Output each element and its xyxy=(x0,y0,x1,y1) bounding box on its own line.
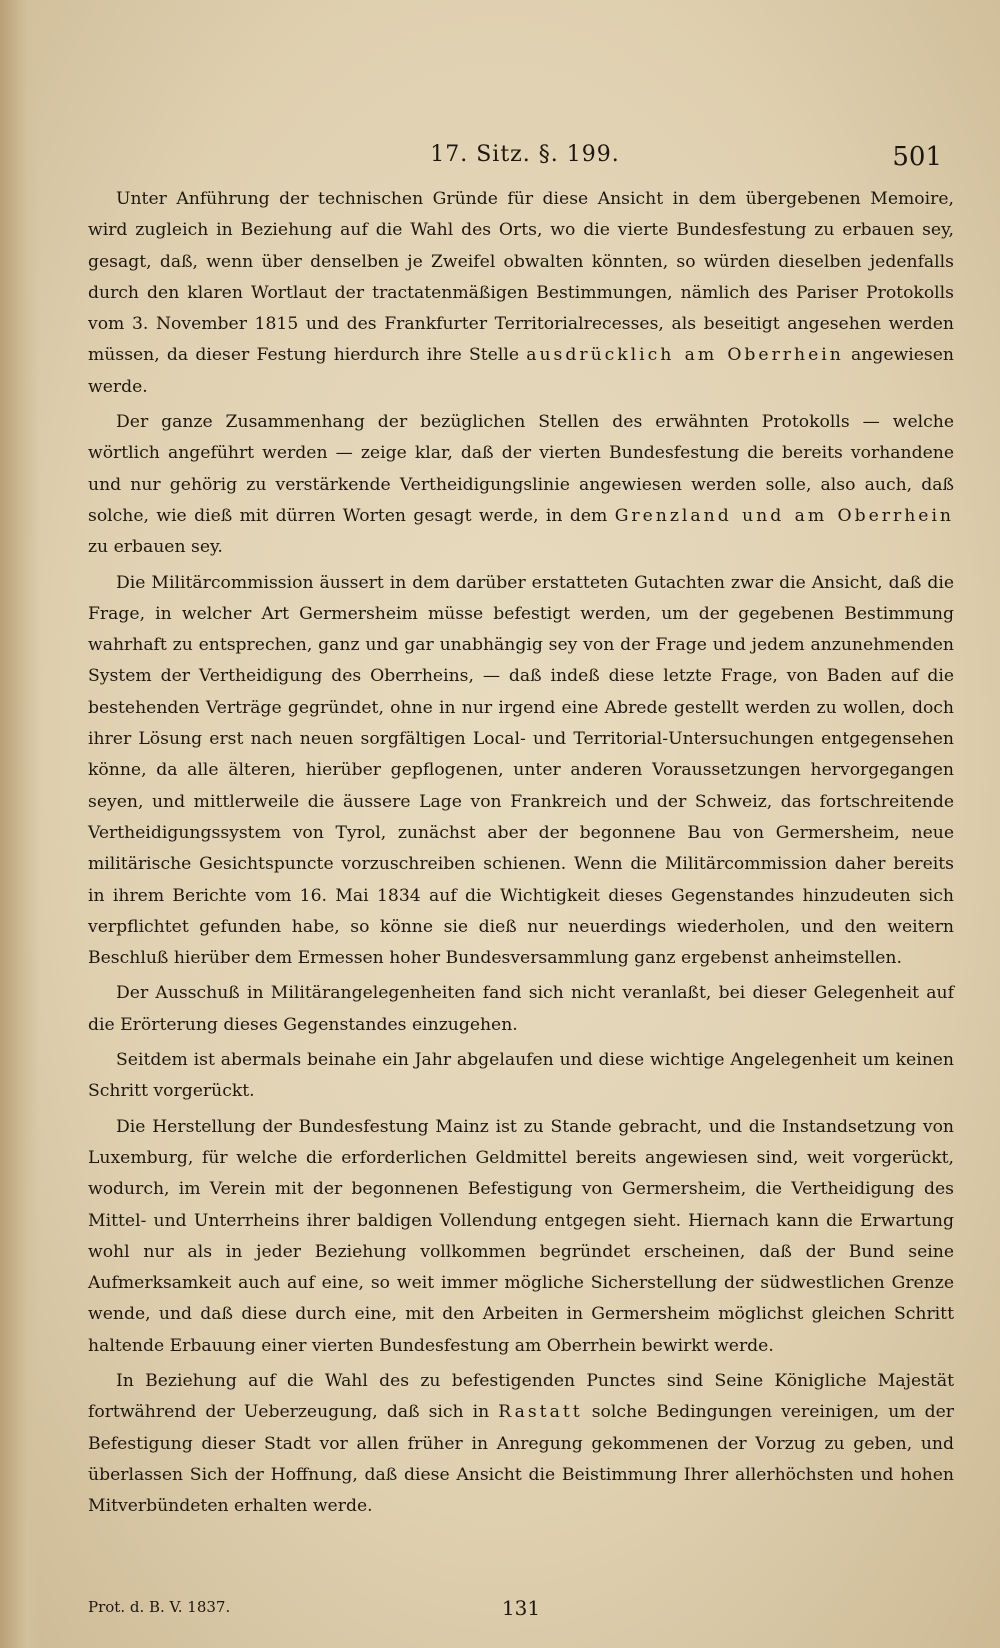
emphasized-text: Rastatt xyxy=(498,1402,583,1423)
page-spine-shadow xyxy=(0,0,40,1648)
sheet-signature: 131 xyxy=(501,1596,541,1620)
paragraph-text: In Beziehung auf die Wahl des zu befestigenden Punctes sind Seine Königliche Majestät fortwährend der Ueberzeugung, daß sich in xyxy=(88,1370,954,1423)
paragraph xyxy=(88,1045,954,1108)
paragraph-text: solche Bedingungen vereinigen, um der Befestigung dieser Stadt vor allen früher in Anregung gekommenen der Vorzug zu geben, und überlassen Sich der Hoffnung, daß diese Ansicht die Beistimmung Ihrer allerhöchsten und hohen Mitverbündeten erhalten werde. xyxy=(88,1402,954,1517)
paragraph-text: Unter Anführung der technischen Gründe für diese Ansicht in dem übergebenen Memoire, wird zugleich in Beziehung auf die Wahl des Orts, wo die vierte Bundesfestung zu erbauen sey, gesagt, daß, wenn über denselben je Zweifel obwalten könnten, so würden dieselben jedenfalls durch den klaren Wortlaut der tractatenmäßigen Bestimmungen, nämlich des Pariser Protokolls vom 3. November 1815 und des Frankfurter Territorialrecesses, als beseitigt angesehen werden müssen, da dieser Festung hierdurch ihre Stelle xyxy=(88,189,954,366)
page-number: 501 xyxy=(892,142,942,172)
page-header xyxy=(80,138,970,178)
running-head: 17. Sitz. §. 199. xyxy=(430,142,620,167)
paragraph xyxy=(88,978,954,1041)
body-text xyxy=(88,184,954,1526)
paragraph-text: zu erbauen sey. xyxy=(88,537,223,558)
page-footer xyxy=(88,1596,954,1626)
paragraph-text: Der Ausschuß in Militärangelegenheiten fand sich nicht veranlaßt, bei dieser Gelegenheit auf die Erörterung dieses Gegenstandes einzugehen. xyxy=(88,983,954,1035)
paragraph-text: Die Herstellung der Bundesfestung Mainz ist zu Stande gebracht, und die Instandsetzung von Luxemburg, für welche die erforderlichen Geldmittel bereits angewiesen sind, weit vorgerückt, wodurch, im Verein mit der begonnenen Befestigung von Germersheim, die Vertheidigung des Mittel- und Unterrheins ihrer baldigen Vollendung entgegen sieht. Hiernach kann die Erwartung wohl nur als in jeder Beziehung vollkommen begründet erscheinen, daß der Bund seine Aufmerksamkeit auch auf eine, so weit immer mögliche Sicherstellung der südwestlichen Grenze wende, und daß diese durch eine, mit den Arbeiten in Germersheim möglichst gleichen Schritt haltende Erbauung einer vierten Bundesfestung am Oberrhein bewirkt werde. xyxy=(88,1116,954,1356)
publication-reference: Prot. d. B. V. 1837. xyxy=(88,1598,231,1616)
paragraph xyxy=(88,184,954,403)
paragraph-text: Seitdem ist abermals beinahe ein Jahr abgelaufen und diese wichtige Angelegenheit um keinen Schritt vorgerückt. xyxy=(88,1050,954,1102)
paragraph-text: Die Militärcommission äussert in dem darüber erstatteten Gutachten zwar die Ansicht, daß die Frage, in welcher Art Germersheim müsse befestigt werden, um der gegebenen Bestimmung wahrhaft zu entsprechen, ganz und gar unabhängig sey von der Frage und jedem anzunehmenden System der Vertheidigung des Oberrheins, — daß indeß diese letzte Frage, von Baden auf die bestehenden Verträge gegründet, ohne in nur irgend eine Abrede gestellt werden zu wollen, doch ihrer Lösung erst nach neuen sorgfältigen Local- und Territorial-Untersuchungen entgegensehen könne, da alle älteren, hierüber gepflogenen, unter anderen Voraussetzungen hervorgegangen seyen, und mittlerweile die äussere Lage von Frankreich und der Schweiz, das fortschreitende Vertheidigungssystem von Tyrol, zunächst aber der begonnene Bau von Germersheim, neue militärische Gesichtspuncte vorzuschreiben schienen. Wenn die Militärcommission daher bereits in ihrem Berichte vom 16. Mai 1834 auf die Wichtigkeit dieses Gegenstandes hinzudeuten sich verpflichtet gefunden habe, so könne sie dieß nur neuerdings wiederholen, und den weitern Beschluß hierüber dem Ermessen hoher Bundesversammlung ganz ergebenst anheimstellen. xyxy=(88,572,954,969)
emphasized-text: ausdrücklich am Oberrhein xyxy=(526,345,844,366)
paragraph xyxy=(88,407,954,563)
paragraph xyxy=(88,1112,954,1362)
paragraph-text: Der ganze Zusammenhang der bezüglichen Stellen des erwähnten Protokolls — welche wörtlich angeführt werden — zeige klar, daß der vierten Bundesfestung die bereits vorhandene und nur gehörig zu verstärkende Vertheidigungslinie angewiesen werden solle, also auch, daß solche, wie dieß mit dürren Worten gesagt werde, in dem xyxy=(88,412,954,526)
paragraph-text: angewiesen werde. xyxy=(88,345,954,397)
emphasized-text: Grenzland und am Oberrhein xyxy=(614,505,955,526)
paragraph xyxy=(88,1366,954,1522)
paragraph xyxy=(88,568,954,975)
